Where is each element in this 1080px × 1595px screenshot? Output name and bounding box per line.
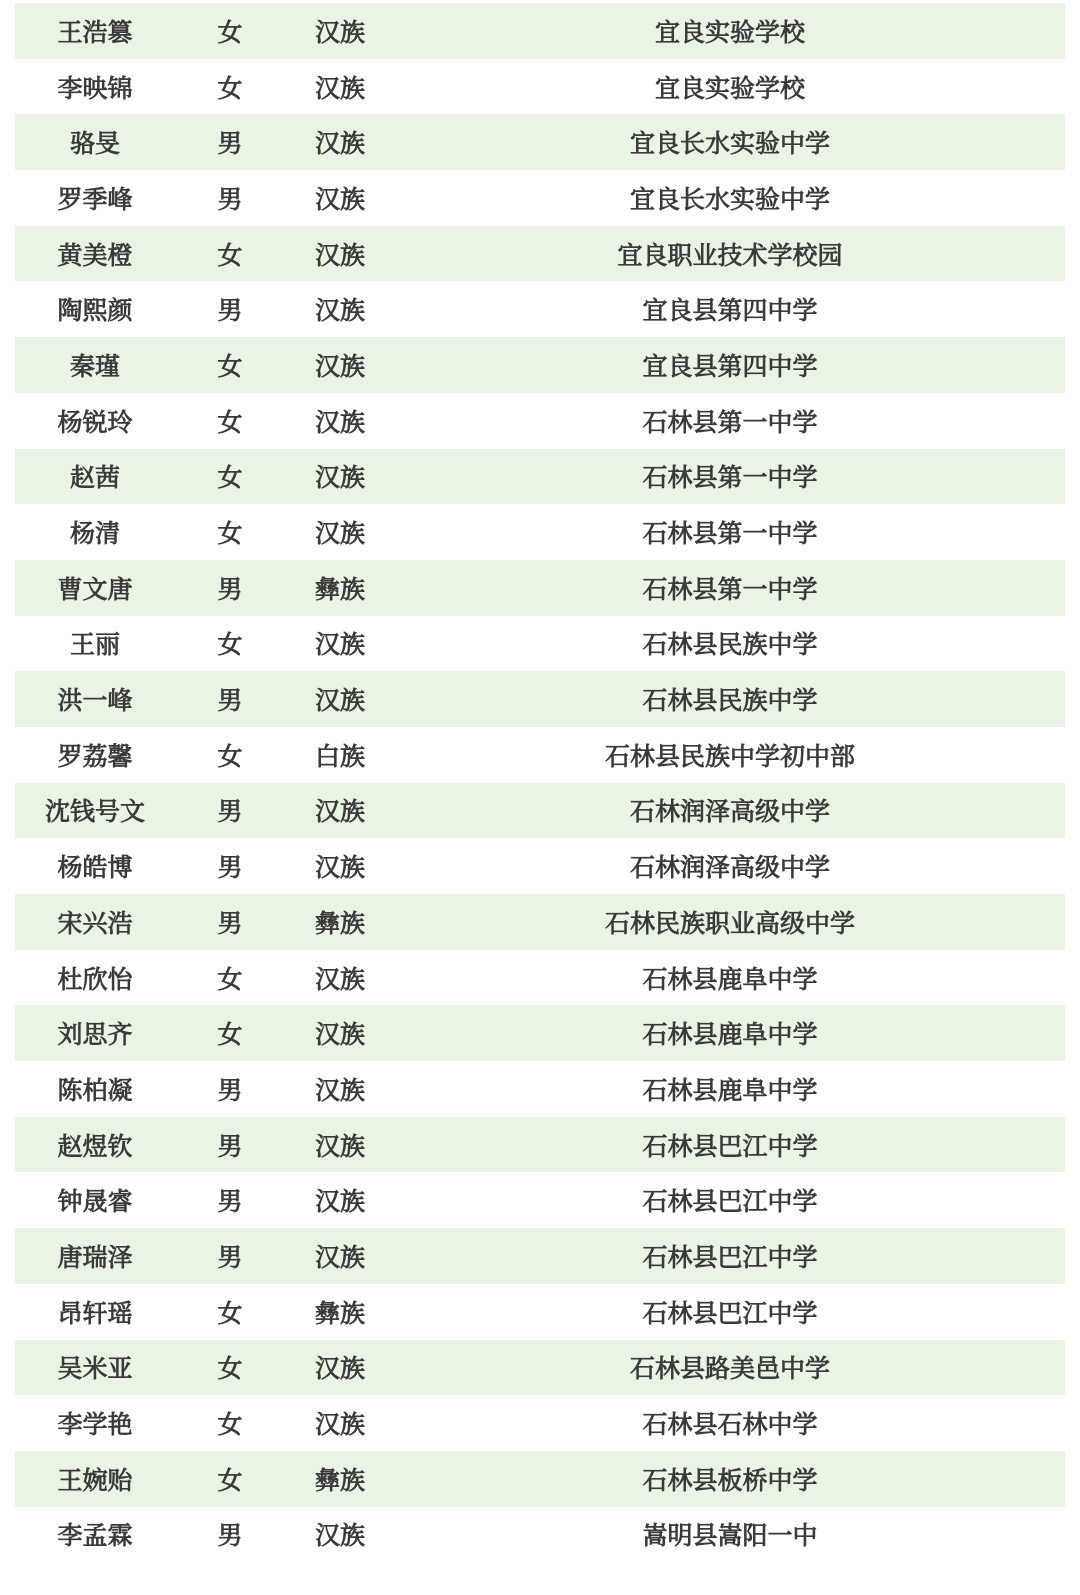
student-name-cell: 黄美橙 <box>15 226 175 282</box>
student-name-cell: 罗荔馨 <box>57 741 133 771</box>
gender-cell: 女 <box>217 1298 243 1328</box>
table-row <box>15 1451 1065 1507</box>
school-cell: 石林县鹿阜中学 <box>642 964 818 994</box>
gender-cell: 男 <box>217 184 243 214</box>
student-name-cell: 王婉贻 <box>15 1451 175 1507</box>
student-name-cell: 陶熙颜 <box>57 296 133 326</box>
ethnicity-cell: 汉族 <box>285 114 395 170</box>
student-name-cell: 罗季峰 <box>57 184 133 214</box>
gender-cell: 女 <box>217 1410 243 1440</box>
gender-cell: 女 <box>217 741 243 771</box>
ethnicity-cell: 汉族 <box>314 407 365 437</box>
ethnicity-cell: 汉族 <box>314 853 365 883</box>
gender-cell: 女 <box>175 1340 285 1396</box>
table-row <box>15 504 1065 560</box>
gender-cell: 男 <box>217 1521 243 1551</box>
gender-cell: 女 <box>175 226 285 282</box>
school-cell: 石林县石林中学 <box>642 1410 818 1440</box>
table-row <box>15 226 1065 282</box>
student-name-cell: 刘思齐 <box>15 1005 175 1061</box>
school-cell: 宜良县第四中学 <box>395 337 1065 393</box>
table-row <box>15 281 1065 337</box>
gender-cell: 男 <box>217 296 243 326</box>
school-cell: 石林县民族中学初中部 <box>604 741 855 771</box>
student-name-cell: 杜欣怡 <box>57 964 133 994</box>
school-cell: 石林县民族中学 <box>642 630 818 660</box>
school-cell: 石林县第一中学 <box>395 560 1065 616</box>
ethnicity-cell: 汉族 <box>314 73 365 103</box>
student-name-cell: 王丽 <box>69 630 120 660</box>
ethnicity-cell: 汉族 <box>285 3 395 59</box>
ethnicity-cell: 汉族 <box>285 1228 395 1284</box>
student-name-cell: 杨锐玲 <box>57 407 133 437</box>
gender-cell: 男 <box>175 1117 285 1173</box>
table-row <box>15 170 1065 226</box>
school-cell: 石林润泽高级中学 <box>395 783 1065 839</box>
table-row <box>15 1061 1065 1117</box>
table-row <box>15 3 1065 59</box>
table-row <box>15 727 1065 783</box>
student-roster-table <box>15 3 1065 1562</box>
student-name-cell: 李孟霖 <box>57 1521 133 1551</box>
ethnicity-cell: 汉族 <box>285 671 395 727</box>
gender-cell: 女 <box>217 630 243 660</box>
ethnicity-cell: 汉族 <box>314 964 365 994</box>
gender-cell: 女 <box>217 73 243 103</box>
table-row <box>15 337 1065 393</box>
ethnicity-cell: 汉族 <box>285 1005 395 1061</box>
table-row <box>15 1507 1065 1563</box>
school-cell: 石林县路美邑中学 <box>395 1340 1065 1396</box>
gender-cell: 女 <box>175 449 285 505</box>
student-name-cell: 沈钱号文 <box>15 783 175 839</box>
student-name-cell: 陈柏凝 <box>57 1075 133 1105</box>
gender-cell: 男 <box>175 671 285 727</box>
gender-cell: 男 <box>175 783 285 839</box>
school-cell: 石林民族职业高级中学 <box>395 894 1065 950</box>
ethnicity-cell: 汉族 <box>285 1340 395 1396</box>
school-cell: 石林县民族中学 <box>395 671 1065 727</box>
school-cell: 宜良实验学校 <box>395 3 1065 59</box>
table-row <box>15 1395 1065 1451</box>
table-row <box>15 560 1065 616</box>
table-row <box>15 1117 1065 1173</box>
table-row <box>15 1172 1065 1228</box>
table-row <box>15 1005 1065 1061</box>
student-name-cell: 赵茜 <box>15 449 175 505</box>
student-name-cell: 秦瑾 <box>15 337 175 393</box>
table-row <box>15 1284 1065 1340</box>
gender-cell: 女 <box>175 3 285 59</box>
student-name-cell: 钟晟睿 <box>57 1187 133 1217</box>
table-row <box>15 1340 1065 1396</box>
student-name-cell: 骆旻 <box>15 114 175 170</box>
ethnicity-cell: 汉族 <box>314 1075 365 1105</box>
ethnicity-cell: 彝族 <box>285 894 395 950</box>
school-cell: 石林县巴江中学 <box>395 1117 1065 1173</box>
school-cell: 石林县第一中学 <box>642 519 818 549</box>
gender-cell: 女 <box>175 1451 285 1507</box>
ethnicity-cell: 彝族 <box>285 560 395 616</box>
school-cell: 石林县鹿阜中学 <box>642 1075 818 1105</box>
gender-cell: 男 <box>175 114 285 170</box>
student-name-cell: 李学艳 <box>57 1410 133 1440</box>
gender-cell: 女 <box>217 964 243 994</box>
school-cell: 石林县板桥中学 <box>395 1451 1065 1507</box>
table-row <box>15 393 1065 449</box>
gender-cell: 女 <box>175 1005 285 1061</box>
table-row <box>15 838 1065 894</box>
ethnicity-cell: 彝族 <box>285 1451 395 1507</box>
table-row <box>15 950 1065 1006</box>
ethnicity-cell: 汉族 <box>314 184 365 214</box>
ethnicity-cell: 汉族 <box>285 1117 395 1173</box>
gender-cell: 男 <box>175 894 285 950</box>
school-cell: 石林县巴江中学 <box>642 1187 818 1217</box>
student-name-cell: 昂轩瑶 <box>57 1298 133 1328</box>
gender-cell: 男 <box>217 1187 243 1217</box>
ethnicity-cell: 汉族 <box>314 1187 365 1217</box>
ethnicity-cell: 汉族 <box>285 783 395 839</box>
gender-cell: 男 <box>217 1075 243 1105</box>
ethnicity-cell: 汉族 <box>314 296 365 326</box>
ethnicity-cell: 汉族 <box>285 337 395 393</box>
ethnicity-cell: 汉族 <box>314 1410 365 1440</box>
ethnicity-cell: 汉族 <box>314 630 365 660</box>
table-row <box>15 671 1065 727</box>
gender-cell: 女 <box>217 519 243 549</box>
roster-body <box>15 3 1065 1562</box>
gender-cell: 女 <box>217 407 243 437</box>
ethnicity-cell: 汉族 <box>285 226 395 282</box>
school-cell: 石林县第一中学 <box>395 449 1065 505</box>
school-cell: 宜良长水实验中学 <box>395 114 1065 170</box>
table-row <box>15 59 1065 115</box>
table-row <box>15 449 1065 505</box>
school-cell: 宜良职业技术学校园 <box>395 226 1065 282</box>
student-name-cell: 唐瑞泽 <box>15 1228 175 1284</box>
table-row <box>15 616 1065 672</box>
school-cell: 石林县巴江中学 <box>642 1298 818 1328</box>
ethnicity-cell: 汉族 <box>285 449 395 505</box>
school-cell: 石林县鹿阜中学 <box>395 1005 1065 1061</box>
student-name-cell: 赵煜钦 <box>15 1117 175 1173</box>
gender-cell: 男 <box>175 560 285 616</box>
gender-cell: 男 <box>175 1228 285 1284</box>
student-name-cell: 洪一峰 <box>15 671 175 727</box>
gender-cell: 女 <box>175 337 285 393</box>
school-cell: 宜良实验学校 <box>654 73 805 103</box>
table-row <box>15 114 1065 170</box>
student-name-cell: 吴米亚 <box>15 1340 175 1396</box>
school-cell: 石林润泽高级中学 <box>629 853 830 883</box>
school-cell: 宜良长水实验中学 <box>629 184 830 214</box>
gender-cell: 男 <box>217 853 243 883</box>
student-name-cell: 李映锦 <box>57 73 133 103</box>
student-name-cell: 杨清 <box>69 519 120 549</box>
student-name-cell: 曹文唐 <box>15 560 175 616</box>
student-name-cell: 杨皓博 <box>57 853 133 883</box>
student-name-cell: 王浩篡 <box>15 3 175 59</box>
table-row <box>15 1228 1065 1284</box>
student-name-cell: 宋兴浩 <box>15 894 175 950</box>
school-cell: 石林县第一中学 <box>642 407 818 437</box>
ethnicity-cell: 白族 <box>314 741 365 771</box>
ethnicity-cell: 汉族 <box>314 519 365 549</box>
school-cell: 宜良县第四中学 <box>642 296 818 326</box>
school-cell: 石林县巴江中学 <box>395 1228 1065 1284</box>
school-cell: 嵩明县嵩阳一中 <box>642 1521 818 1551</box>
table-row <box>15 783 1065 839</box>
ethnicity-cell: 彝族 <box>314 1298 365 1328</box>
table-row <box>15 894 1065 950</box>
ethnicity-cell: 汉族 <box>314 1521 365 1551</box>
